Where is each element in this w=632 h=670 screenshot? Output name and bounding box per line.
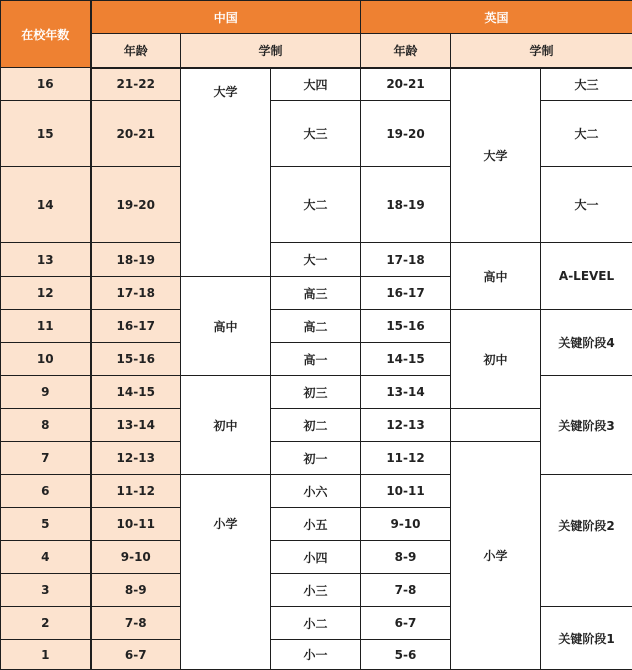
uk-age-cell: 12-13 [361, 409, 451, 442]
uk-age-cell: 17-18 [361, 243, 451, 277]
cn-grade-cell: 高二 [271, 310, 361, 343]
cn-grade-cell: 大三 [271, 101, 361, 167]
year-cell: 15 [1, 101, 91, 167]
cn-age-cell: 17-18 [91, 277, 181, 310]
year-cell: 5 [1, 508, 91, 541]
header-uk-system: 学制 [451, 34, 632, 68]
cn-age-cell: 11-12 [91, 475, 181, 508]
uk-age-cell: 13-14 [361, 376, 451, 409]
year-cell: 10 [1, 343, 91, 376]
uk-level-year2: 大二 [541, 101, 632, 167]
uk-stage-primary: 小学 [451, 442, 541, 670]
table-row [1, 310, 632, 343]
cn-grade-cell: 高三 [271, 277, 361, 310]
cn-stage-middle-school: 初中 [181, 376, 271, 475]
cn-grade-cell: 大一 [271, 243, 361, 277]
cn-age-cell: 10-11 [91, 508, 181, 541]
uk-level-year3: 大三 [541, 68, 632, 101]
cn-grade-cell: 初三 [271, 376, 361, 409]
cn-grade-cell: 小二 [271, 607, 361, 640]
uk-level-year1: 大一 [541, 167, 632, 243]
cn-age-cell: 14-15 [91, 376, 181, 409]
cn-age-cell: 15-16 [91, 343, 181, 376]
cn-age-cell: 19-20 [91, 167, 181, 243]
uk-age-cell: 20-21 [361, 68, 451, 101]
uk-age-cell: 8-9 [361, 541, 451, 574]
cn-grade-cell: 初二 [271, 409, 361, 442]
uk-level-ks1: 关键阶段1 [541, 607, 632, 670]
header-cn-system: 学制 [181, 34, 361, 68]
uk-level-ks2: 关键阶段2 [541, 475, 632, 607]
uk-age-cell: 18-19 [361, 167, 451, 243]
cn-age-cell: 6-7 [91, 640, 181, 670]
cn-grade-cell: 小三 [271, 574, 361, 607]
table-row [1, 243, 632, 277]
year-cell: 12 [1, 277, 91, 310]
year-cell: 16 [1, 68, 91, 101]
header-china: 中国 [91, 1, 361, 34]
cn-grade-cell: 大四 [271, 68, 361, 101]
uk-age-cell: 14-15 [361, 343, 451, 376]
table-row [1, 68, 632, 101]
cn-grade-cell: 小六 [271, 475, 361, 508]
table-row [1, 409, 632, 442]
cn-stage-high-school: 高中 [181, 277, 271, 376]
cn-age-cell: 21-22 [91, 68, 181, 101]
year-cell: 14 [1, 167, 91, 243]
header-uk: 英国 [361, 1, 632, 34]
year-cell: 2 [1, 607, 91, 640]
cn-grade-cell: 初一 [271, 442, 361, 475]
cn-grade-cell: 小一 [271, 640, 361, 670]
uk-age-cell: 11-12 [361, 442, 451, 475]
year-cell: 11 [1, 310, 91, 343]
cn-stage-university: 大学 [181, 68, 271, 277]
table-row [1, 442, 632, 475]
cn-grade-cell: 大二 [271, 167, 361, 243]
uk-age-cell: 10-11 [361, 475, 451, 508]
cn-stage-primary: 小学 [181, 475, 271, 670]
year-cell: 3 [1, 574, 91, 607]
year-cell: 1 [1, 640, 91, 670]
uk-level-a-level: A-LEVEL [541, 243, 632, 310]
year-cell: 8 [1, 409, 91, 442]
uk-age-cell: 5-6 [361, 640, 451, 670]
uk-age-cell: 19-20 [361, 101, 451, 167]
uk-level-ks4: 关键阶段4 [541, 310, 632, 376]
cn-age-cell: 16-17 [91, 310, 181, 343]
cn-age-cell: 7-8 [91, 607, 181, 640]
year-cell: 6 [1, 475, 91, 508]
uk-stage-high-school: 高中 [451, 243, 541, 310]
year-cell: 9 [1, 376, 91, 409]
uk-stage-middle-school: 初中 [451, 310, 541, 409]
uk-age-cell: 16-17 [361, 277, 451, 310]
uk-level-ks3: 关键阶段3 [541, 376, 632, 475]
uk-age-cell: 7-8 [361, 574, 451, 607]
cn-age-cell: 9-10 [91, 541, 181, 574]
cn-grade-cell: 高一 [271, 343, 361, 376]
uk-stage-university: 大学 [451, 68, 541, 243]
year-cell: 13 [1, 243, 91, 277]
cn-age-cell: 20-21 [91, 101, 181, 167]
year-cell: 7 [1, 442, 91, 475]
cn-age-cell: 8-9 [91, 574, 181, 607]
header-uk-age: 年龄 [361, 34, 451, 68]
year-cell: 4 [1, 541, 91, 574]
uk-age-cell: 9-10 [361, 508, 451, 541]
cn-grade-cell: 小四 [271, 541, 361, 574]
uk-age-cell: 15-16 [361, 310, 451, 343]
cn-age-cell: 12-13 [91, 442, 181, 475]
cn-grade-cell: 小五 [271, 508, 361, 541]
uk-age-cell: 6-7 [361, 607, 451, 640]
header-cn-age: 年龄 [91, 34, 181, 68]
cn-age-cell: 18-19 [91, 243, 181, 277]
header-years-in-school: 在校年数 [1, 1, 91, 68]
cn-age-cell: 13-14 [91, 409, 181, 442]
